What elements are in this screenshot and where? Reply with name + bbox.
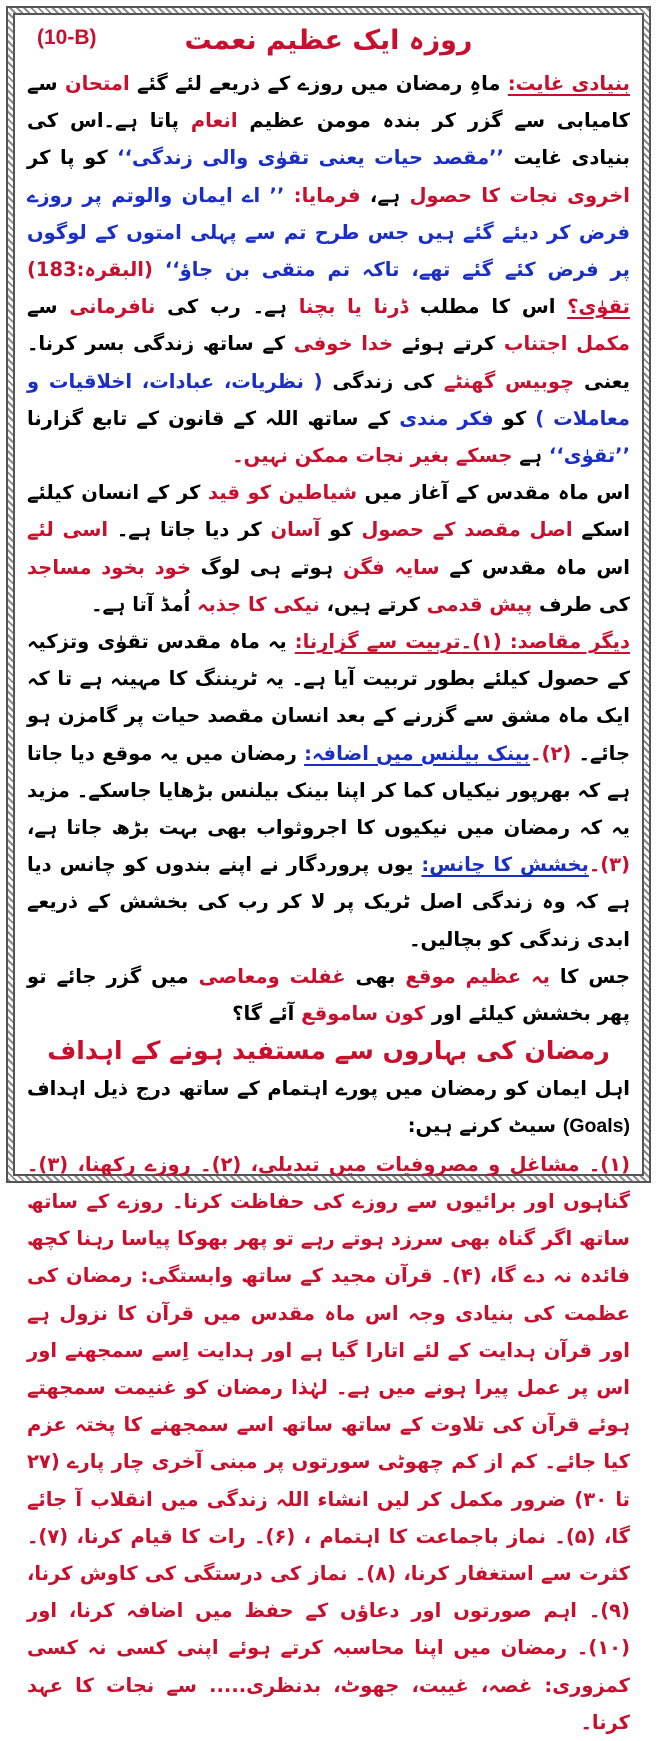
decorative-border bbox=[6, 6, 651, 1734]
paragraph-goals-intro: اہل ایمان کو رمضان میں پورے اہتمام کے ساتھ درج ذیل اہداف (Goals) سیٹ کرنے ہیں: bbox=[27, 1077, 630, 1138]
goals-list: (۱)۔ مشاغل و مصروفیات میں تبدیلی، (۲)۔ روزے رکھنا، (۳)۔ گناہوں اور برائیوں سے روزے کی حفاظت کرنا۔ روزے کے ساتھ ساتھ اگر گناہ بھی سرزد ہوتے رہے تو پھر بھوکا پیاسا رہنا کچھ فائدہ نہ دے گا، (۴)۔ قرآن مجید کے ساتھ وابستگی: رمضان کی عظمت کی بنیادی وجہ اس ماہ مقدس میں قرآن کا نزول ہے اور قرآن ہدایت کے لئے اتارا گیا ہے اور ہدایت اِسے سمجھنے اور اس پر عمل پیرا ہونے میں ہے۔ لہٰذا رمضان کو غنیمت سمجھتے ہوئے قرآن کی تلاوت کے ساتھ ساتھ اسے سمجھنے کا پختہ عزم کیا جائے۔ کم از کم چھوٹی سورتوں پر مبنی آخری چار پارے (۲۷ تا ۳۰) ضرور مکمل کر لیں انشاء اللہ زندگی میں انقلاب آ جائے گا، (۵)۔ نماز باجماعت کا اہتمام ، (۶)۔ رات کا قیام کرنا، (۷)۔ کثرت سے استغفار کرنا، (۸)۔ نماز کی درستگی کی کاوش کرنا، (۹)۔ اہم صورتوں اور دعاؤں کے حفظ میں اضافہ کرنا، اور (۱۰)۔ رمضان میں اپنا محاسبہ کرتے ہوئے اپنی کسی نہ کسی کمزوری: غصہ، غیبت، جھوٹ، بدنظری..... سے نجات کا عہد کرنا۔ bbox=[27, 1152, 631, 1734]
document-page bbox=[13, 13, 644, 1734]
paragraph-great-opportunity: جس کا یہ عظیم موقع بھی غفلت ومعاصی میں گزر جائے تو پھر بخشش کیلئے اور کون ساموقع آئے گا؟ bbox=[27, 964, 631, 1026]
paragraph-other-goals: دیگر مقاصد: (۱)۔تربیت سے گزارنا: یہ ماہ مقدس تقوٰی وتزکیہ کے حصول کیلئے بطور تربیت آیا ہے۔ یہ ٹریننگ کا مہینہ ہے تا کہ ایک ماہ مشق سے گزرنے کے بعد انسان مقصد حیات پر گامزن ہو جائے۔ (۲)۔بینک بیلنس میں اضافہ: رمضان میں یہ موقع دیا جاتا ہے کہ بھرپور نیکیاں کما کر اپنا بینک بیلنس بڑھایا جاسکے۔ مزید یہ کہ رمضان میں نیکیوں کا اجروثواب بھی بہت بڑھ جاتا ہے، (۳)۔بخشش کا چانس: یوں پروردگار نے اپنے بندوں کو چانس دیا ہے کہ وہ زندگی اصل ٹریک پر لا کر رب کی بخشش کے ذریعے ابدی زندگی کو بچالیں۔ bbox=[27, 630, 631, 951]
quran-verse: ’’ اے ایمان والوتم پر روزے فرض کر دیئے گئے ہیں جس طرح تم سے پہلی امتوں کے لوگوں پر فرض کئے گئے تھے، تاکہ تم متقی بن جاؤ‘‘ bbox=[27, 183, 630, 282]
section-title-goals: رمضان کی بہاروں سے مستفید ہونے کے اہداف bbox=[47, 1036, 610, 1066]
verse-reference: (البقرہ:183) bbox=[27, 258, 165, 282]
label-other-goals: دیگر مقاصد: (۱)۔ bbox=[460, 630, 631, 654]
page-code: (10-B) bbox=[37, 26, 97, 49]
paragraph-ramadan-start: اس ماہ مقدس کے آغاز میں شیاطین کو قید کر کے انسان کیلئے اسکے اصل مقصد کے حصول کو آسان کر دیا جاتا ہے۔ اسی لئے اس ماہ مقدس کے سایہ فگن ہوتے ہی لوگ خود بخود مساجد کی طرف پیش قدمی کرتے ہیں، نیکی کا جذبہ اُمڈ آتا ہے۔ bbox=[27, 481, 630, 616]
label-basic-purpose: بنیادی غایت: bbox=[507, 72, 630, 95]
page-title: روزہ ایک عظیم نعمت bbox=[184, 25, 473, 56]
paragraph-basic-purpose: بنیادی غایت: ماہِ رمضان میں روزے کے ذریعے لئے گئے امتحان سے کامیابی سے گزر کر بندہ مومن عظیم انعام پاتا ہے۔اس کی بنیادی غایت ’’مقصد حیات یعنی تقوٰی والی زندگی‘‘ کو پا کر اخروی نجات کا حصول ہے، فرمایا: ’’ اے ایمان والوتم پر روزے فرض کر دیئے گئے ہیں جس طرح تم سے پہلی امتوں کے لوگوں پر فرض کئے گئے تھے، تاکہ تم متقی بن جاؤ‘‘ (البقرہ:183) تقوٰی؟ اس کا مطلب ڈرنا یا بچنا ہے۔ رب کی نافرمانی سے مکمل اجتناب کرتے ہوئے خدا خوفی کے ساتھ زندگی بسر کرنا۔ یعنی چوبیس گھنٹے کی زندگی ( نظریات، عبادات، اخلاقیات و معاملات ) کو فکر مندی کے ساتھ اللہ کے قانون کے تابع گزارنا ’’تقوٰی‘‘ ہے جسکے بغیر نجات ممکن نہیں۔ bbox=[27, 72, 631, 468]
